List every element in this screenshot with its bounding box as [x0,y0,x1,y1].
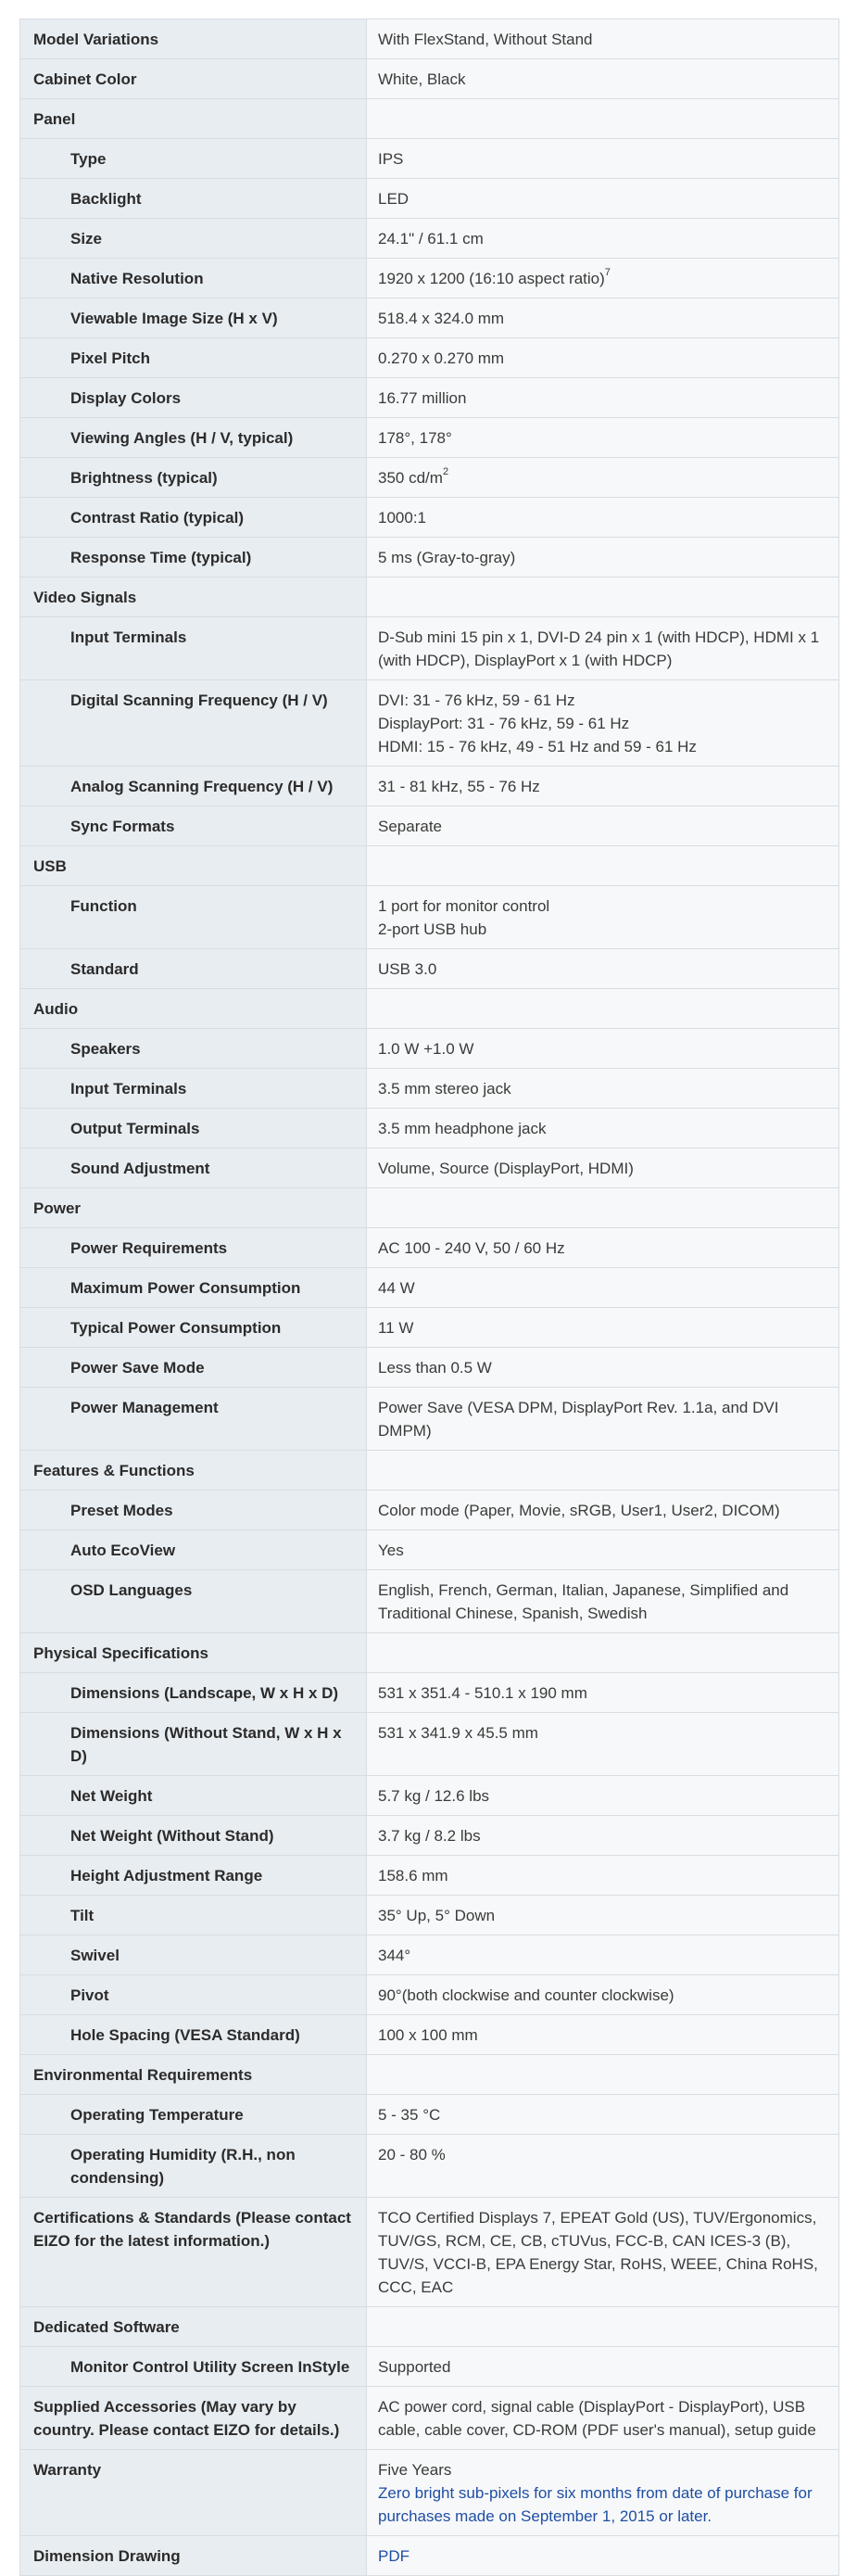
spec-value-text: 158.6 mm [378,1867,448,1884]
spec-value [367,458,839,498]
spec-value-line [378,626,827,672]
spec-row [20,2387,839,2450]
spec-value [367,806,839,846]
spec-row [20,1388,839,1451]
spec-value [367,498,839,538]
section-heading: Environmental Requirements [20,2055,367,2095]
spec-value-text: 35° Up, 5° Down [378,1907,496,1924]
footnote-superscript: 7 [604,267,611,279]
spec-value-text: DVI: 31 - 76 kHz, 59 - 61 Hz [378,692,575,709]
spec-value-text: D-Sub mini 15 pin x 1, DVI-D 24 pin x 1 (with HDCP), HDMI x 1 (with HDCP), DisplayPort x 1 (with HDCP) [378,628,820,669]
spec-value-line [378,1117,827,1140]
spec-value [367,1491,839,1530]
spec-value-text: 178°, 178° [378,429,452,447]
spec-value-line [378,1237,827,1260]
spec-value-text: 20 - 80 % [378,2146,446,2164]
spec-row [20,1776,839,1816]
spec-label: Dimension Drawing [20,2536,367,2576]
section-heading: Power [20,1188,367,1228]
spec-value-text: Power Save (VESA DPM, DisplayPort Rev. 1.1a, and DVI DMPM) [378,1399,779,1440]
spec-value-text: Volume, Source (DisplayPort, HDMI) [378,1160,634,1177]
spec-value-text: Color mode (Paper, Movie, sRGB, User1, User2, DICOM) [378,1502,780,1519]
spec-value-line [378,1864,827,1887]
spec-row [20,1308,839,1348]
spec-label: Size [20,219,367,259]
spec-value-line [378,2458,827,2481]
spec-label: Pixel Pitch [20,338,367,378]
spec-value-line [378,2143,827,2166]
spec-label: Dimensions (Landscape, W x H x D) [20,1673,367,1713]
spec-value-line [378,712,827,735]
spec-value-text: Separate [378,818,442,835]
spec-value-text: 2-port USB hub [378,920,487,938]
section-row [20,1451,839,1491]
spec-value [367,886,839,949]
spec-label: Type [20,139,367,179]
spec-row [20,1673,839,1713]
spec-value-text: 100 x 100 mm [378,2026,478,2044]
spec-value-line [378,147,827,171]
spec-label: Sync Formats [20,806,367,846]
spec-value-line [378,1396,827,1442]
spec-row [20,1228,839,1268]
spec-row [20,1816,839,1856]
spec-label: Warranty [20,2450,367,2536]
spec-row [20,1713,839,1776]
spec-row [20,680,839,767]
spec-row [20,1148,839,1188]
spec-value [367,1308,839,1348]
spec-value-line [378,2355,827,2379]
spec-label: Input Terminals [20,617,367,680]
spec-value [367,1228,839,1268]
spec-value [367,1029,839,1069]
spec-row [20,1348,839,1388]
spec-value-text: 3.5 mm headphone jack [378,1120,547,1137]
footnote-superscript: 2 [442,466,449,478]
spec-value-line [378,546,827,569]
spec-label: Viewable Image Size (H x V) [20,298,367,338]
spec-value [367,2387,839,2450]
spec-value-text: 16.77 million [378,389,467,407]
spec-row [20,767,839,806]
spec-value-text: 350 cd/m [378,469,443,487]
spec-row [20,886,839,949]
spec-value-line [378,68,827,91]
spec-label: Response Time (typical) [20,538,367,577]
spec-value-line [378,2103,827,2126]
spec-value-text: 1000:1 [378,509,426,527]
spec-value-text: 518.4 x 324.0 mm [378,310,505,327]
spec-value-line [378,1784,827,1808]
spec-label: Backlight [20,179,367,219]
spec-value-line [378,1721,827,1745]
spec-label: Power Management [20,1388,367,1451]
spec-row [20,1975,839,2015]
spec-value-line [378,735,827,758]
spec-row [20,59,839,99]
spec-value-text: Supported [378,2358,451,2376]
spec-value [367,378,839,418]
spec-value-text: 3.5 mm stereo jack [378,1080,511,1098]
spec-label: Output Terminals [20,1109,367,1148]
spec-value-line [378,918,827,941]
spec-value-text: 0.270 x 0.270 mm [378,349,505,367]
spec-row [20,259,839,298]
spec-value [367,219,839,259]
section-heading: Physical Specifications [20,1633,367,1673]
spec-value-line [378,2024,827,2047]
spec-value [367,1069,839,1109]
spec-value-text: DisplayPort: 31 - 76 kHz, 59 - 61 Hz [378,715,630,732]
section-row [20,99,839,139]
spec-value [367,767,839,806]
spec-value [367,617,839,680]
spec-value [367,179,839,219]
spec-value-text: 24.1" / 61.1 cm [378,230,484,247]
spec-row [20,2450,839,2536]
spec-value-line [378,1539,827,1562]
section-row [20,846,839,886]
spec-value-line [378,307,827,330]
section-heading: USB [20,846,367,886]
spec-label: Native Resolution [20,259,367,298]
spec-label: Cabinet Color [20,59,367,99]
spec-value-line [378,227,827,250]
spec-value [367,1570,839,1633]
section-row [20,989,839,1029]
spec-value-line [378,1037,827,1060]
spec-value [367,1148,839,1188]
spec-label: Input Terminals [20,1069,367,1109]
spec-value-line [378,2206,827,2299]
spec-value [367,1188,839,1228]
spec-row [20,1069,839,1109]
spec-value-line [378,426,827,450]
spec-row [20,418,839,458]
spec-value [367,2015,839,2055]
pdf-download-link[interactable]: PDF [378,2547,410,2565]
spec-row [20,949,839,989]
spec-value [367,1109,839,1148]
spec-value-line [378,1276,827,1300]
spec-value [367,1268,839,1308]
spec-value-line [378,1316,827,1339]
spec-value [367,1896,839,1935]
spec-value [367,1673,839,1713]
spec-value-text: HDMI: 15 - 76 kHz, 49 - 51 Hz and 59 - 61 Hz [378,738,697,755]
spec-value-text: 5.7 kg / 12.6 lbs [378,1787,490,1805]
spec-value [367,298,839,338]
spec-label: Auto EcoView [20,1530,367,1570]
spec-value-line [378,387,827,410]
spec-value-line [378,347,827,370]
spec-value-text: Less than 0.5 W [378,1359,492,1377]
spec-value [367,1530,839,1570]
section-row [20,577,839,617]
spec-value-text: 90°(both clockwise and counter clockwise) [378,1986,674,2004]
spec-value [367,59,839,99]
spec-value-line [378,466,827,489]
spec-label: Net Weight [20,1776,367,1816]
spec-label: Certifications & Standards (Please contact EIZO for the latest information.) [20,2198,367,2307]
spec-label: Hole Spacing (VESA Standard) [20,2015,367,2055]
spec-value-text: TCO Certified Displays 7, EPEAT Gold (US), TUV/Ergonomics, TUV/GS, RCM, CE, CB, cTUVus, FCC-B, CAN ICES-3 (B), TUV/S, VCCI-B, EPA Energy Star, RoHS, WEEE, China RoHS, CCC, EAC [378,2209,818,2296]
spec-value-text: 1 port for monitor control [378,897,550,915]
section-row [20,1633,839,1673]
spec-row [20,179,839,219]
spec-label: Supplied Accessories (May vary by country. Please contact EIZO for details.) [20,2387,367,2450]
section-heading: Video Signals [20,577,367,617]
spec-label: Digital Scanning Frequency (H / V) [20,680,367,767]
spec-value [367,19,839,59]
spec-value-line [378,506,827,529]
spec-label: Analog Scanning Frequency (H / V) [20,767,367,806]
section-row [20,1188,839,1228]
spec-value [367,1348,839,1388]
spec-label: Power Save Mode [20,1348,367,1388]
spec-value-text: White, Black [378,70,466,88]
spec-value-line [378,1077,827,1100]
spec-label: Tilt [20,1896,367,1935]
spec-value-line [378,1579,827,1625]
spec-row [20,538,839,577]
spec-value-line [378,775,827,798]
spec-value [367,418,839,458]
spec-label: Function [20,886,367,949]
spec-value [367,1633,839,1673]
spec-value [367,1935,839,1975]
spec-value-text: Five Years [378,2461,452,2479]
specifications-table [19,19,839,2576]
spec-row [20,1896,839,1935]
spec-value-text: IPS [378,150,404,168]
spec-value [367,2307,839,2347]
spec-value-text: 3.7 kg / 8.2 lbs [378,1827,481,1845]
spec-row [20,139,839,179]
spec-value [367,680,839,767]
spec-row [20,458,839,498]
spec-label: Swivel [20,1935,367,1975]
spec-value [367,989,839,1029]
spec-label: Monitor Control Utility Screen InStyle [20,2347,367,2387]
warranty-details-link[interactable]: Zero bright sub-pixels for six months from date of purchase for purchases made on September 1, 2015 or later. [378,2484,813,2525]
spec-value-line [378,1681,827,1705]
spec-value-line [378,187,827,210]
spec-label: Display Colors [20,378,367,418]
spec-value-text: 11 W [378,1319,414,1337]
spec-value-text: AC 100 - 240 V, 50 / 60 Hz [378,1239,565,1257]
spec-value [367,99,839,139]
spec-value-text: 5 - 35 °C [378,2106,441,2124]
section-heading: Features & Functions [20,1451,367,1491]
section-heading: Dedicated Software [20,2307,367,2347]
spec-label: Model Variations [20,19,367,59]
spec-row [20,2198,839,2307]
spec-value-line [378,1824,827,1847]
spec-value [367,538,839,577]
spec-value-line [378,1356,827,1379]
spec-value-text: 1920 x 1200 (16:10 aspect ratio) [378,270,605,287]
spec-value [367,139,839,179]
spec-value [367,1713,839,1776]
spec-value-line [378,1944,827,1967]
spec-value [367,2347,839,2387]
spec-value-line [378,28,827,51]
spec-row [20,378,839,418]
spec-label: Net Weight (Without Stand) [20,1816,367,1856]
spec-row [20,298,839,338]
spec-label: Brightness (typical) [20,458,367,498]
specifications-table-body [20,19,839,2576]
spec-value-text: 44 W [378,1279,415,1297]
spec-label: Power Requirements [20,1228,367,1268]
spec-row [20,1109,839,1148]
spec-value [367,1816,839,1856]
spec-value-text: USB 3.0 [378,960,437,978]
section-row [20,2307,839,2347]
spec-value-text: Yes [378,1542,404,1559]
spec-value-text: 344° [378,1947,411,1964]
spec-value [367,846,839,886]
spec-value-text: AC power cord, signal cable (DisplayPort - DisplayPort), USB cable, cable cover, CD-ROM (PDF user's manual), setup guide [378,2398,816,2439]
spec-row [20,219,839,259]
spec-value-text: 531 x 341.9 x 45.5 mm [378,1724,538,1742]
spec-value-line [378,815,827,838]
spec-value-text: LED [378,190,410,208]
spec-label: Viewing Angles (H / V, typical) [20,418,367,458]
spec-label: Contrast Ratio (typical) [20,498,367,538]
spec-row [20,617,839,680]
spec-row [20,2095,839,2135]
spec-value-line [378,689,827,712]
spec-row [20,1268,839,1308]
spec-row [20,498,839,538]
spec-value [367,2055,839,2095]
section-heading: Panel [20,99,367,139]
spec-label: Maximum Power Consumption [20,1268,367,1308]
spec-value-text: 5 ms (Gray-to-gray) [378,549,516,566]
spec-value [367,2450,839,2536]
spec-value-text: English, French, German, Italian, Japanese, Simplified and Traditional Chinese, Spanish, Swedish [378,1581,789,1622]
spec-value [367,338,839,378]
spec-label: Dimensions (Without Stand, W x H x D) [20,1713,367,1776]
spec-value-line [378,958,827,981]
spec-label: Sound Adjustment [20,1148,367,1188]
spec-label: Typical Power Consumption [20,1308,367,1348]
spec-value [367,577,839,617]
spec-row [20,1856,839,1896]
spec-value [367,1856,839,1896]
spec-row [20,2015,839,2055]
spec-value-text: With FlexStand, Without Stand [378,31,593,48]
section-row [20,2055,839,2095]
spec-value [367,2135,839,2198]
spec-value [367,1451,839,1491]
spec-value [367,1975,839,2015]
spec-row [20,1491,839,1530]
spec-label: Operating Humidity (R.H., non condensing) [20,2135,367,2198]
spec-row [20,1570,839,1633]
spec-label: Preset Modes [20,1491,367,1530]
spec-row [20,19,839,59]
spec-value-line [378,895,827,918]
spec-label: Speakers [20,1029,367,1069]
spec-value [367,1388,839,1451]
spec-value-line [378,267,827,290]
spec-value-text: 31 - 81 kHz, 55 - 76 Hz [378,778,540,795]
spec-value-line [378,1157,827,1180]
spec-value-line [378,1984,827,2007]
spec-row [20,1029,839,1069]
spec-row [20,338,839,378]
spec-row [20,2536,839,2576]
spec-row [20,806,839,846]
spec-value [367,2198,839,2307]
spec-value [367,1776,839,1816]
spec-value-line [378,1904,827,1927]
spec-row [20,1935,839,1975]
spec-value [367,259,839,298]
spec-row [20,2135,839,2198]
spec-label: OSD Languages [20,1570,367,1633]
spec-value-line [378,2395,827,2442]
spec-label: Height Adjustment Range [20,1856,367,1896]
spec-row [20,1530,839,1570]
spec-value-line [378,1499,827,1522]
spec-value [367,949,839,989]
spec-value-text: 1.0 W +1.0 W [378,1040,474,1058]
spec-value-text: 531 x 351.4 - 510.1 x 190 mm [378,1684,587,1702]
spec-row [20,2347,839,2387]
spec-label: Pivot [20,1975,367,2015]
section-heading: Audio [20,989,367,1029]
spec-value [367,2095,839,2135]
spec-label: Operating Temperature [20,2095,367,2135]
spec-label: Standard [20,949,367,989]
spec-value [367,2536,839,2576]
